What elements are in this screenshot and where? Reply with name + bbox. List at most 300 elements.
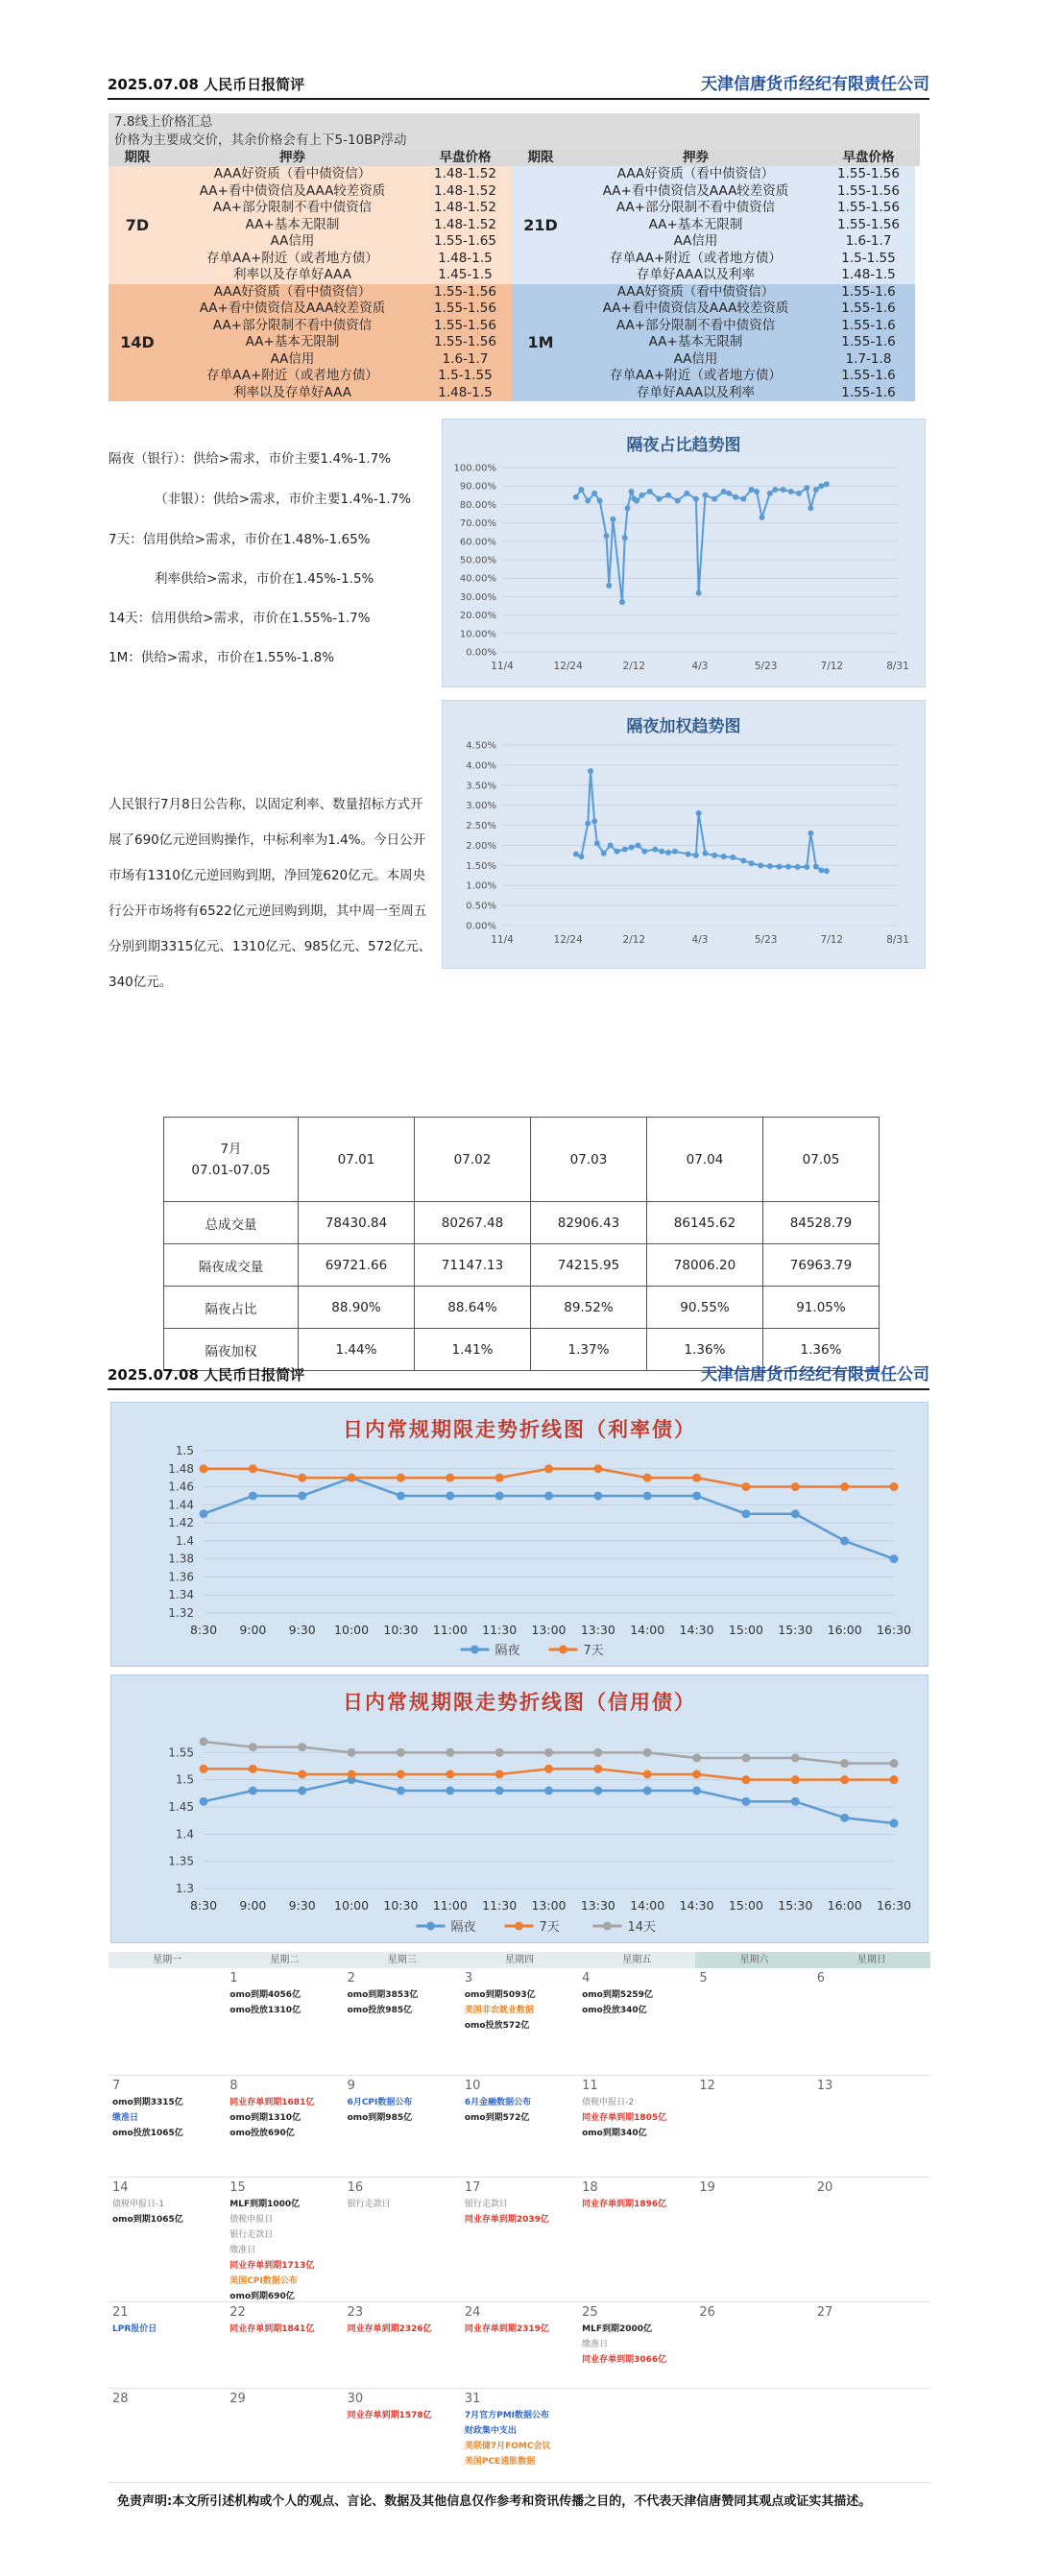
collateral-column [569, 166, 822, 284]
collateral-cell: 存单AA+附近（或者地方债） [610, 368, 782, 383]
calendar-event: 美国PCE通胀数据 [464, 2457, 536, 2467]
data-point [721, 489, 727, 494]
row-label: 隔夜占比 [164, 1287, 299, 1329]
day-number: 10 [464, 2079, 481, 2093]
price-column [419, 284, 512, 402]
legend-marker [603, 1922, 612, 1931]
data-point [200, 1797, 208, 1806]
data-point [578, 487, 584, 493]
y-tick-label: 10.00% [459, 629, 496, 640]
data-point [446, 1748, 454, 1757]
weekday-label: 星期三 [387, 1955, 417, 1965]
data-point [791, 1797, 800, 1806]
legend-label: 隔夜 [494, 1644, 520, 1658]
calendar-event: 银行走款日 [464, 2200, 508, 2209]
data-point [840, 1759, 849, 1768]
weekly-volume-table [163, 1117, 880, 1371]
calendar-day [226, 2389, 343, 2482]
data-point [788, 489, 794, 494]
data-point [754, 489, 760, 494]
row-label: 隔夜加权 [164, 1329, 299, 1371]
data-point [652, 847, 658, 853]
calendar-event: 6月金融数据公布 [464, 2098, 532, 2107]
y-tick-label: 1.48 [168, 1461, 194, 1476]
collateral-cell: AA+基本无限制 [245, 216, 340, 232]
calendar-event: 银行走款日 [347, 2200, 391, 2209]
calendar-day [461, 1968, 578, 2075]
calendar-day [344, 2302, 461, 2388]
calendar-event: omo到期572亿 [464, 2113, 530, 2123]
collateral-cell: 存单AA+附近（或者地方债） [206, 368, 378, 383]
data-point [818, 483, 824, 489]
x-tick-label: 14:30 [679, 1898, 714, 1913]
x-tick-label: 9:00 [239, 1898, 267, 1913]
page-header [108, 71, 929, 100]
data-point [647, 489, 653, 494]
price-cell: 1.55-1.6 [841, 368, 896, 383]
price-cell: 1.55-1.56 [837, 166, 900, 181]
data-point [804, 864, 809, 870]
calendar-event: omo到期5093亿 [464, 1990, 536, 2000]
data-point [776, 864, 782, 870]
data-point [495, 1787, 504, 1795]
data-point [813, 487, 819, 493]
chart-title: 隔夜占比趋势图 [626, 436, 741, 455]
data-point [696, 810, 702, 816]
data-point [594, 840, 600, 846]
calendar-day [461, 2302, 578, 2388]
x-tick-label: 12/24 [553, 661, 583, 672]
note-14d: 14天：信用供给>需求，市价在1.55%-1.7% [109, 611, 371, 626]
calendar-event: omo到期3315亿 [112, 2098, 183, 2107]
data-point [614, 849, 619, 855]
calendar-event: omo到期1065亿 [112, 2215, 183, 2225]
price-cell: 1.48-1.52 [434, 166, 496, 181]
report-date-title: 2025.07.08 人民币日报简评 [108, 76, 305, 93]
table-cell: 84528.79 [763, 1202, 880, 1244]
data-point [446, 1770, 454, 1779]
y-tick-label: 1.45 [168, 1800, 194, 1814]
calendar-event: 同业存单到期2319亿 [464, 2324, 549, 2334]
data-point [593, 1748, 602, 1757]
x-tick-label: 14:00 [630, 1898, 665, 1913]
x-tick-label: 11/4 [491, 934, 514, 946]
calendar-event: 同业存单到期1681亿 [229, 2098, 315, 2107]
data-point [675, 498, 681, 504]
table-cell: 91.05% [763, 1287, 880, 1329]
weekday-label: 星期四 [504, 1955, 534, 1965]
table-cell: 80267.48 [415, 1202, 531, 1244]
x-tick-label: 15:00 [728, 1623, 763, 1637]
data-point [890, 1482, 899, 1491]
date-header: 07.02 [415, 1118, 531, 1202]
data-point [608, 842, 614, 848]
x-tick-label: 9:30 [288, 1623, 316, 1637]
calendar-day [813, 2076, 930, 2177]
calendar-event: omo到期690亿 [229, 2292, 295, 2301]
calendar-event: 同业存单到期1841亿 [229, 2324, 315, 2334]
data-point [591, 818, 597, 824]
data-point [200, 1765, 208, 1773]
day-number: 13 [816, 2079, 833, 2093]
calendar-day [695, 2178, 812, 2301]
table-cell: 86145.62 [647, 1202, 763, 1244]
x-tick-label: 9:00 [239, 1623, 267, 1637]
calendar-day [461, 2389, 578, 2482]
day-number: 15 [229, 2180, 246, 2195]
data-point [249, 1743, 257, 1751]
data-point [578, 854, 584, 859]
calendar-day [344, 1968, 461, 2075]
table-cell: 76963.79 [763, 1244, 880, 1287]
table-cell: 1.37% [531, 1329, 647, 1371]
x-tick-label: 10:00 [334, 1623, 370, 1637]
calendar-day [813, 1968, 930, 2075]
data-point [824, 868, 830, 874]
table-cell: 78006.20 [647, 1244, 763, 1287]
table-cell: 89.52% [531, 1287, 647, 1329]
table-cell: 71147.13 [415, 1244, 531, 1287]
legend-marker [470, 1646, 479, 1654]
price-column [419, 166, 512, 284]
x-tick-label: 14:30 [679, 1623, 714, 1637]
collateral-cell: 存单AA+附近（或者地方债） [206, 250, 378, 266]
y-tick-label: 70.00% [459, 518, 496, 530]
calendar-event: omo到期340亿 [582, 2129, 647, 2138]
data-point [495, 1770, 504, 1779]
data-point [397, 1748, 405, 1757]
day-number: 26 [699, 2305, 715, 2320]
x-tick-label: 9:30 [288, 1898, 316, 1913]
series-line [204, 1780, 894, 1823]
y-tick-label: 20.00% [459, 611, 496, 622]
period-label: 1M [512, 284, 569, 402]
calendar-day [109, 2389, 226, 2482]
note-overnight-nonbank: （非银）：供给>需求，市价主要1.4%-1.7% [155, 492, 412, 507]
price-cell: 1.55-1.56 [837, 200, 900, 215]
calendar-event: omo到期5259亿 [582, 1990, 653, 2000]
calendar-event: 债税申报日 [229, 2215, 274, 2225]
header-period: 期限 [527, 150, 554, 165]
data-point [791, 1754, 800, 1763]
legend-label: 7天 [583, 1644, 604, 1658]
calendar-event: 美国CPI数据公布 [229, 2276, 298, 2286]
table-cell: 90.55% [647, 1287, 763, 1329]
weekday-label: 星期二 [270, 1955, 300, 1965]
calendar-event: 美国非农就业数据 [464, 2006, 534, 2015]
date-header: 07.03 [531, 1118, 647, 1202]
collateral-column [166, 166, 419, 284]
x-tick-label: 11:30 [482, 1898, 518, 1913]
collateral-cell: 存单好AAA以及利率 [637, 267, 755, 282]
calendar-day [226, 2178, 343, 2301]
header-price: 早盘价格 [842, 150, 895, 165]
price-cell: 1.6-1.7 [845, 233, 892, 249]
note-overnight-bank: 隔夜（银行）：供给>需求，市价主要1.4%-1.7% [109, 451, 392, 467]
company-name: 天津信唐货币经纪有限责任公司 [701, 1365, 929, 1384]
data-point [446, 1491, 454, 1500]
day-number: 22 [229, 2305, 246, 2320]
header-period: 期限 [124, 150, 151, 165]
table-cell: 1.44% [299, 1329, 415, 1371]
overnight-ratio-plot [443, 420, 927, 688]
x-tick-label: 14:00 [630, 1623, 665, 1637]
data-point [544, 1748, 553, 1757]
data-point [298, 1770, 306, 1779]
x-tick-label: 7/12 [820, 934, 844, 946]
data-point [749, 860, 755, 866]
day-number: 1 [229, 1971, 238, 1986]
calendar-day [695, 2302, 812, 2388]
data-point [634, 498, 639, 504]
day-number: 8 [229, 2079, 238, 2093]
price-column [822, 166, 915, 284]
collateral-column [569, 284, 822, 402]
day-number: 4 [582, 1971, 591, 1986]
x-tick-label: 2/12 [622, 934, 646, 946]
data-point [597, 498, 603, 504]
data-point [591, 491, 597, 496]
collateral-cell: AA信用 [673, 350, 718, 367]
y-tick-label: 2.50% [466, 821, 496, 832]
y-tick-label: 1.44 [168, 1498, 194, 1512]
company-name: 天津信唐货币经纪有限责任公司 [701, 75, 929, 94]
price-cell: 1.55-1.56 [434, 317, 496, 333]
calendar-event: omo投放1310亿 [229, 2006, 301, 2015]
x-tick-label: 13:00 [531, 1898, 567, 1913]
data-point [767, 863, 773, 869]
calendar-day [813, 2389, 930, 2482]
day-number: 12 [699, 2079, 715, 2093]
x-tick-label: 15:30 [778, 1623, 813, 1637]
table-cell: 82906.43 [531, 1202, 647, 1244]
chart-title: 隔夜加权趋势图 [626, 717, 741, 736]
page-header [108, 1361, 929, 1390]
header-collateral: 押券 [683, 150, 709, 165]
price-block [109, 284, 920, 402]
price-cell: 1.48-1.5 [841, 267, 896, 282]
note-1m: 1M：供给>需求，市价在1.55%-1.8% [109, 650, 335, 665]
day-number: 23 [347, 2305, 364, 2320]
day-number: 21 [112, 2305, 129, 2320]
data-point [741, 1509, 750, 1518]
day-number: 28 [112, 2392, 129, 2406]
collateral-cell: AA+部分限制不看中债资信 [615, 317, 776, 333]
series-line [576, 771, 827, 871]
collateral-cell: AA信用 [270, 350, 315, 367]
y-tick-label: 3.50% [466, 781, 496, 792]
data-point [298, 1787, 306, 1795]
data-point [348, 1474, 356, 1482]
data-point [890, 1819, 899, 1828]
day-number: 19 [699, 2180, 715, 2195]
calendar-day [578, 2178, 695, 2301]
calendar-event: 缴准日 [582, 2340, 609, 2349]
collateral-cell: AA信用 [270, 233, 315, 249]
price-cell: 1.5-1.55 [841, 250, 896, 266]
data-point [665, 850, 671, 855]
price-block [109, 166, 920, 284]
y-tick-label: 1.55 [168, 1745, 194, 1760]
calendar-weekdays [109, 1952, 930, 1968]
collateral-cell: AA+看中债资信及AAA较差资质 [199, 301, 386, 316]
x-tick-label: 2/12 [622, 661, 646, 672]
y-tick-label: 0.00% [466, 647, 496, 659]
data-point [639, 493, 645, 498]
table-cell: 88.64% [415, 1287, 531, 1329]
x-tick-label: 10:00 [334, 1898, 370, 1913]
data-point [840, 1536, 849, 1545]
note-7d-rate: 利率供给>需求，市价在1.45%-1.5% [155, 571, 374, 587]
table-cell: 1.36% [647, 1329, 763, 1371]
data-point [495, 1491, 504, 1500]
data-point [702, 851, 708, 856]
y-tick-label: 1.5 [175, 1772, 194, 1787]
data-point [544, 1765, 553, 1773]
collateral-cell: AA+部分限制不看中债资信 [212, 200, 373, 215]
data-point [200, 1509, 208, 1518]
data-point [624, 505, 630, 511]
data-point [890, 1775, 899, 1784]
data-point [665, 493, 671, 498]
collateral-cell: AA+基本无限制 [648, 216, 743, 232]
price-cell: 1.55-1.56 [434, 334, 496, 349]
data-point [593, 1765, 602, 1773]
y-tick-label: 0.00% [466, 921, 496, 932]
data-point [603, 533, 609, 539]
y-tick-label: 1.00% [466, 880, 496, 892]
table-row [164, 1244, 880, 1287]
y-tick-label: 60.00% [459, 537, 496, 548]
price-cell: 1.55-1.6 [841, 283, 896, 300]
day-number: 31 [464, 2392, 481, 2406]
price-cell: 1.48-1.52 [434, 182, 496, 199]
data-point [643, 1770, 652, 1779]
calendar-week [109, 2178, 930, 2302]
x-tick-label: 11:00 [432, 1898, 468, 1913]
row-label: 隔夜成交量 [164, 1244, 299, 1287]
y-tick-label: 3.00% [466, 801, 496, 812]
calendar-day [578, 1968, 695, 2075]
data-point [760, 515, 765, 520]
y-tick-label: 30.00% [459, 591, 496, 603]
x-tick-label: 5/23 [754, 934, 778, 946]
data-point [767, 491, 773, 496]
price-cell: 1.48-1.52 [434, 216, 496, 232]
data-point [692, 1787, 701, 1795]
data-point [446, 1787, 454, 1795]
day-number: 11 [582, 2079, 598, 2093]
data-point [840, 1814, 849, 1822]
collateral-cell: AA+看中债资信及AAA较差资质 [602, 301, 789, 316]
data-point [840, 1482, 849, 1491]
day-number: 18 [582, 2180, 598, 2195]
calendar-event: 6月CPI数据公布 [347, 2098, 413, 2107]
calendar-event: MLF到期1000亿 [229, 2200, 301, 2209]
y-tick-label: 4.00% [466, 760, 496, 772]
data-point [808, 505, 813, 511]
x-tick-label: 12/24 [553, 934, 583, 946]
calendar-day [578, 2076, 695, 2177]
calendar-event: omo投放572亿 [464, 2021, 530, 2031]
collateral-cell: AAA好资质（看中债资信） [213, 283, 372, 300]
calendar-week [109, 2389, 930, 2483]
data-point [684, 491, 689, 496]
calendar-day [461, 2076, 578, 2177]
collateral-cell: AA+部分限制不看中债资信 [615, 200, 776, 215]
calendar-week [109, 1968, 930, 2076]
price-cell: 1.45-1.5 [438, 267, 493, 282]
y-tick-label: 1.34 [168, 1588, 194, 1602]
data-point [397, 1491, 405, 1500]
x-tick-label: 8/31 [886, 934, 909, 946]
data-point [573, 494, 579, 500]
data-point [249, 1765, 257, 1773]
price-cell: 1.55-1.6 [841, 301, 896, 316]
calendar-event: 美联储7月FOMC会议 [464, 2442, 551, 2451]
weekday-label: 星期五 [622, 1955, 652, 1965]
price-cell: 1.55-1.6 [841, 317, 896, 333]
data-point [643, 1491, 652, 1500]
header-collateral: 押券 [279, 150, 305, 165]
data-point [726, 491, 732, 496]
data-point [804, 485, 809, 491]
data-point [641, 849, 647, 855]
calendar-event: omo投放1065亿 [112, 2129, 183, 2138]
data-point [643, 1748, 652, 1757]
calendar-event: omo到期4056亿 [229, 1990, 301, 2000]
calendar-day [695, 2076, 812, 2177]
calendar-event: 同业存单到期1713亿 [229, 2261, 315, 2271]
data-point [610, 517, 615, 522]
y-tick-label: 80.00% [459, 499, 496, 511]
x-tick-label: 15:00 [728, 1898, 763, 1913]
day-number: 16 [347, 2180, 364, 2195]
table-cell: 78430.84 [299, 1202, 415, 1244]
data-point [397, 1474, 405, 1482]
price-cell: 1.55-1.56 [434, 283, 496, 300]
data-point [249, 1464, 257, 1473]
legend-marker [559, 1646, 567, 1654]
data-point [749, 487, 755, 493]
calendar-event: 7月官方PMI数据公布 [464, 2411, 550, 2420]
data-point [397, 1787, 405, 1795]
calendar-day [226, 2302, 343, 2388]
data-point [544, 1464, 553, 1473]
calendar-event: omo投放340亿 [582, 2006, 647, 2015]
data-point [741, 1482, 750, 1491]
x-tick-label: 8/31 [886, 661, 909, 672]
day-number: 17 [464, 2180, 481, 2195]
y-tick-label: 0.50% [466, 901, 496, 912]
data-point [813, 864, 819, 870]
y-tick-label: 1.32 [168, 1606, 194, 1620]
calendar-event: MLF到期2000亿 [582, 2324, 653, 2334]
day-number: 29 [229, 2392, 246, 2406]
day-number: 5 [699, 1971, 708, 1986]
data-point [622, 847, 628, 853]
price-cell: 1.55-1.6 [841, 334, 896, 349]
x-tick-label: 7/12 [820, 661, 844, 672]
data-point [693, 496, 699, 502]
intraday-credit-bond-chart [110, 1674, 928, 1943]
data-point [733, 494, 738, 500]
calendar-event: 银行走款日 [229, 2230, 274, 2240]
calendar-day [109, 2076, 226, 2177]
data-point [629, 489, 635, 494]
data-point [808, 831, 813, 836]
data-point [348, 1748, 356, 1757]
